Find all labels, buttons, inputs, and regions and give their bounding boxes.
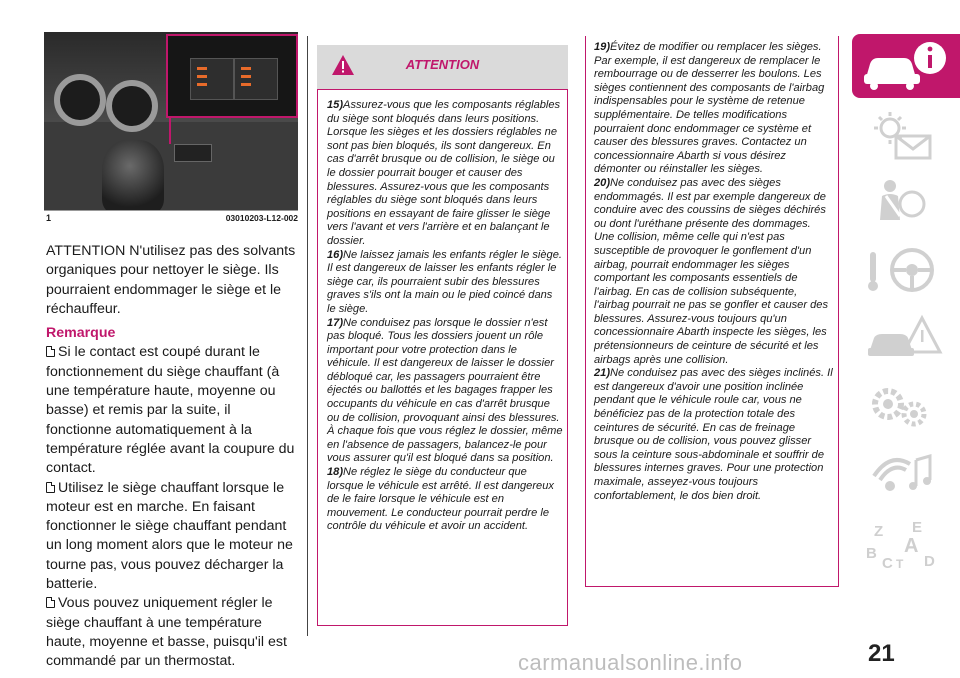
warning-item [327, 249, 563, 317]
car-info-icon [860, 38, 950, 94]
indicator-led [241, 75, 251, 78]
tab-multimedia[interactable] [852, 442, 960, 506]
column-1-text [46, 242, 298, 672]
indicator-led [197, 83, 207, 86]
tab-car-info[interactable] [852, 34, 960, 98]
indicator-led [197, 67, 207, 70]
remark-title: Remarque [46, 325, 116, 342]
item-text: Ne conduisez pas avec des sièges inclinés. Il est dangereux d'avoir une position inclinée pendant que le véhicule roule car, vous ne bénéficiez pas de la protection totale des ceintures de sécurité. En cas de freinage brusque ou de collision, vous pouvez glisser sous la ceinture sous-abdominale et souffrir de blessures internes graves. Pour une protection maximale, asseyez-vous toujours confortablement, le dos bien droit. [594, 367, 833, 502]
note-item [46, 343, 298, 478]
note-icon [46, 482, 55, 493]
tab-emergency[interactable] [852, 306, 960, 370]
note-text: Si le contact est coupé durant le fonctionnement du siège chauffant (à une température haute, moyenne ou basse) et remis par la suite, il fonctionne automatiquement à la température réglée avant la coupure du contact. [46, 344, 295, 477]
warning-title: ATTENTION [405, 57, 480, 72]
figure-code: 03010203-L12-002 [225, 213, 298, 223]
index-letter: D [924, 553, 935, 570]
driving-steering-icon [860, 242, 950, 298]
warning-body [327, 99, 563, 534]
note-icon [46, 597, 55, 608]
tab-driving[interactable] [852, 238, 960, 302]
index-letter: B [866, 545, 877, 562]
heated-seat-switches [174, 144, 212, 162]
warning-item [327, 317, 563, 467]
item-number: 17) [327, 316, 344, 329]
item-text: Ne conduisez pas lorsque le dossier n'est pas bloqué. Tous les dossiers jouent un rôle important pour votre protection dans le véhicule. Il est dangereux de laisser le dossier débloqué car, les passagers pourraient être éjectés ou ballottés et les bagages frapper les occupants du véhicule en cas d'arrêt brusque ou de collision, provoquant ainsi des blessures. À chaque fois que vous réglez le dossier, même en l'absence de passagers, balancez-le pour vous assurer qu'il est bloqué dans sa position. [327, 316, 563, 465]
warning-item [594, 177, 834, 367]
note-icon [46, 346, 55, 357]
item-number: 16) [327, 248, 344, 261]
item-number: 18) [327, 466, 344, 479]
tab-dashboard-lights[interactable] [852, 102, 960, 166]
index-letter: E [912, 519, 923, 536]
index-letter: C [882, 555, 893, 570]
page-number: 21 [868, 640, 895, 667]
column-divider [307, 36, 308, 636]
left-seat-switch [190, 58, 234, 100]
item-text: Ne réglez le siège du conducteur que lorsque le véhicule est arrêté. Il est dangereux de le faire lorsque le véhicule est en mouvement. Le conducteur pourrait perdre le contrôle du véhicule et avoir un accident. [327, 466, 554, 533]
safety-airbag-icon [860, 174, 950, 230]
index-letter: A [904, 535, 919, 557]
caution-paragraph: ATTENTION N'utilisez pas des solvants organiques pour nettoyer le siège. Ils pourraient endommager le siège et le réchauffeur. [46, 243, 296, 317]
right-seat-switch [234, 58, 278, 100]
dashboard-lights-icon [860, 106, 950, 162]
index-letter: Z [874, 523, 884, 540]
item-number: 21) [594, 367, 611, 380]
warning-item [594, 41, 834, 177]
tab-index[interactable] [852, 510, 960, 574]
item-text: Ne laissez jamais les enfants régler le siège. Il est dangereux de laisser les enfants régler le siège car, ils pourraient subir des blessures graves s'ils ont la main ou le pied coincé dans le siège. [327, 248, 562, 315]
multimedia-icon [860, 446, 950, 502]
emergency-warning-icon [860, 310, 950, 366]
note-text: Vous pouvez uniquement régler le siège chauffant à une température haute, moyenne et basse, puisqu'il est commandé par un thermostat. [46, 595, 287, 670]
column-3-text [594, 41, 834, 503]
climate-dial [106, 80, 158, 132]
item-text: Ne conduisez pas avec des sièges endommagés. Il est par exemple dangereux de conduire avec des coussins de sièges déchirés ou dont l'uréthane présente des dommages. Une collision, même celle qui n'est pas susceptible de provoquer le gonflement d'un airbag, pourrait endommager les sièges comportant les composants essentiels de l'airbag. En cas de collision subséquente, l'airbag pourrait ne pas se gonfler et causer des blessures. Assurez-vous toujours qu'un concessionnaire Abarth inspecte les sièges, les prétensionneurs de ceinture de sécurité et les airbags après une collision. [594, 176, 828, 366]
warning-item [327, 466, 563, 534]
watermark: carmanualsonline.info [518, 650, 743, 675]
gear-knob [102, 140, 164, 210]
index-letters-icon [860, 514, 950, 570]
warning-header [317, 45, 568, 89]
item-number: 15) [327, 99, 344, 111]
index-letter: T [896, 557, 904, 570]
maintenance-gears-icon [860, 378, 950, 434]
air-vent-left [54, 74, 106, 126]
item-text: Assurez-vous que les composants réglables du siège sont bloqués dans leurs positions. Lorsque les sièges et les dossiers réglables ne sont pas bien bloqués, ils sont dangereux. En cas d'arrêt brusque ou de collision, le siège ou le dossier pourrait bouger et causer des blessures. Assurez-vous que les composants réglables du siège sont bloqués dans leurs positions en essayant de faire glisser le siège vers l'avant et vers l'arrière et en balançant le dossier. [327, 99, 561, 247]
indicator-led [197, 75, 207, 78]
item-number: 19) [594, 41, 611, 53]
note-item [46, 594, 298, 671]
item-text: Évitez de modifier ou remplacer les sièges. Par exemple, il est dangereux de remplacer le rembourrage ou de desserrer les boulons. Les sièges contiennent des composants de l'airbag indispensables pour le système de retenue supplémentaire. De telles modifications pourraient donc endommager ce système et causer des blessures graves. Contactez un concessionnaire Abarth si vous désirez démonter ou réinstaller les sièges. [594, 41, 825, 176]
indicator-led [241, 67, 251, 70]
indicator-led [241, 83, 251, 86]
note-item [46, 479, 298, 595]
caption-rule [44, 210, 298, 211]
warning-item [327, 99, 563, 249]
warning-item [594, 367, 834, 503]
tab-safety[interactable] [852, 170, 960, 234]
tab-maintenance[interactable] [852, 374, 960, 438]
figure-inset-zoom [166, 34, 298, 118]
figure-number: 1 [46, 213, 52, 223]
callout-line [169, 114, 171, 144]
item-number: 20) [594, 176, 611, 189]
figure-photo [44, 32, 298, 210]
note-text: Utilisez le siège chauffant lorsque le moteur est en marche. En faisant fonctionner le siège chauffant pendant un long moment alors que le moteur ne tourne pas, vous pouvez décharger la batterie. [46, 479, 293, 593]
